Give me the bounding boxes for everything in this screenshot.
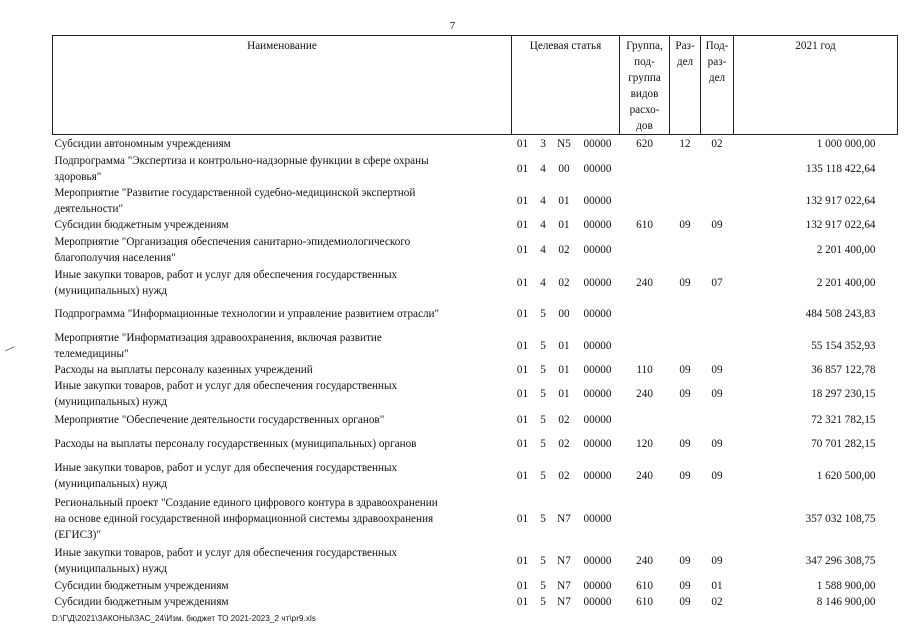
- expense-group: [620, 494, 670, 544]
- section-code: [670, 233, 701, 266]
- code-part-2: 5: [540, 513, 546, 525]
- subsection-code: 09: [711, 364, 723, 376]
- table-row: [53, 378, 898, 410]
- code-part-3: 00: [558, 162, 570, 175]
- code-part-3: N7: [557, 580, 571, 592]
- expense-group: 240: [636, 555, 653, 567]
- row-name-line: на основе единой государственной информационной системы здравоохранения: [54, 513, 434, 525]
- row-name: [53, 494, 512, 544]
- code-part-3: 01: [558, 339, 570, 352]
- row-name-line: Субсидии бюджетным учреждениям: [54, 580, 229, 592]
- code-part-2: 5: [540, 580, 546, 592]
- code-part-4: 00000: [583, 364, 612, 376]
- table-row: [53, 135, 898, 153]
- code-part-2: 5: [540, 438, 546, 450]
- row-name-line: (муниципальных) нужд: [54, 478, 168, 490]
- amount-2021: 1 620 500,00: [816, 470, 876, 482]
- row-name: [53, 594, 512, 610]
- row-name-line: Субсидии бюджетным учреждениям: [54, 219, 229, 231]
- row-name-line: (муниципальных) нужд: [54, 563, 168, 575]
- section-code: 09: [679, 580, 691, 592]
- code-part-2: 3: [540, 138, 546, 150]
- header-group-line: видов: [630, 88, 659, 100]
- section-code: 09: [679, 596, 691, 608]
- amount-2021: 1 588 900,00: [816, 580, 876, 592]
- section-code: 09: [679, 364, 691, 376]
- section-code: [670, 494, 701, 544]
- code-part-1: 01: [516, 438, 529, 450]
- amount-2021: 347 296 308,75: [805, 555, 876, 567]
- row-name: [53, 299, 512, 329]
- amount-2021: 36 857 122,78: [811, 364, 876, 376]
- expense-group: 610: [636, 596, 653, 608]
- code-part-1: 01: [516, 470, 529, 482]
- subsection-code: [701, 152, 734, 185]
- section-code: 09: [679, 438, 691, 450]
- section-code: 09: [679, 276, 691, 289]
- code-part-2: 4: [540, 162, 546, 175]
- row-name-line: деятельности": [54, 203, 124, 215]
- row-name: [53, 233, 512, 266]
- code-part-2: 5: [540, 596, 546, 608]
- budget-table: [52, 35, 898, 610]
- code-part-4: 00000: [583, 243, 612, 256]
- header-group-line: дов: [636, 120, 653, 132]
- row-name-line: Субсидии автономным учреждениям: [54, 138, 231, 150]
- table-row: [53, 299, 898, 329]
- subsection-code: [701, 185, 734, 217]
- row-name-line: (ЕГИСЗ)": [54, 529, 101, 541]
- code-part-3: 01: [558, 364, 570, 376]
- section-code: [670, 410, 701, 430]
- file-path-footer: D:\Г\Д\2021\ЗАКОНЫ\ЗАС_24\Изм. бюджет ТО 2021-2023_2 чт\pr9.xls: [52, 614, 316, 623]
- code-part-2: 5: [540, 555, 546, 567]
- section-code: 12: [679, 138, 691, 150]
- row-name-line: здоровья": [54, 170, 102, 183]
- amount-2021: 135 118 422,64: [806, 162, 876, 175]
- amount-2021: 70 701 282,15: [811, 438, 876, 450]
- expense-group: [620, 299, 670, 329]
- row-name-line: Расходы на выплаты персоналу государственных (муниципальных) органов: [54, 438, 417, 450]
- header-group-line: расхо-: [629, 104, 660, 116]
- code-part-1: 01: [516, 219, 529, 231]
- code-part-4: 00000: [583, 162, 612, 175]
- row-name-line: телемедицины": [54, 347, 129, 360]
- expense-group: 620: [636, 138, 653, 150]
- amount-2021: 1 000 000,00: [816, 138, 876, 150]
- amount-2021: 18 297 230,15: [811, 388, 876, 400]
- row-name-line: Мероприятие "Обеспечение деятельности государственных органов": [54, 414, 385, 426]
- code-part-3: 01: [558, 195, 570, 207]
- amount-2021: 132 917 022,64: [805, 195, 876, 207]
- row-name: [53, 410, 512, 430]
- code-part-4: 00000: [583, 470, 612, 482]
- code-part-1: 01: [516, 513, 529, 525]
- row-name: [53, 217, 512, 233]
- header-group: [620, 36, 670, 135]
- expense-group: 610: [636, 219, 653, 231]
- subsection-code: 02: [711, 138, 723, 150]
- section-code: 09: [679, 555, 691, 567]
- expense-group: 110: [636, 364, 653, 376]
- header-subsection-line: дел: [708, 72, 726, 84]
- table-row: [53, 494, 898, 544]
- expense-group: [620, 410, 670, 430]
- code-part-1: 01: [516, 162, 529, 175]
- code-part-1: 01: [516, 414, 529, 426]
- code-part-2: 4: [540, 276, 546, 289]
- subsection-code: [701, 299, 734, 329]
- code-part-1: 01: [516, 596, 529, 608]
- expense-group: [620, 233, 670, 266]
- code-part-3: 02: [558, 414, 570, 426]
- subsection-code: 09: [711, 219, 723, 231]
- code-part-1: 01: [516, 580, 529, 592]
- row-name-line: Подпрограмма "Экспертиза и контрольно-надзорные функции в сфере охраны: [54, 154, 429, 167]
- header-section: [670, 36, 701, 135]
- amount-2021: 357 032 108,75: [805, 513, 876, 525]
- table-row: [53, 362, 898, 378]
- row-name: [53, 266, 512, 299]
- code-part-1: 01: [516, 364, 529, 376]
- header-group-line: Группа,: [626, 40, 663, 52]
- amount-2021: 132 917 022,64: [805, 219, 876, 231]
- subsection-code: [701, 329, 734, 362]
- code-part-3: 01: [558, 219, 570, 231]
- expense-group: [620, 152, 670, 185]
- row-name-line: Мероприятие "Информатизация здравоохранения, включая развитие: [54, 331, 382, 344]
- table-row: [53, 458, 898, 494]
- code-part-2: 5: [540, 470, 546, 482]
- amount-2021: 72 321 782,15: [811, 414, 876, 426]
- expense-group: 240: [636, 470, 653, 482]
- row-name-line: Мероприятие "Развитие государственной судебно-медицинской экспертной: [54, 187, 416, 199]
- code-part-3: N7: [557, 555, 571, 567]
- table-header-row: [53, 36, 898, 135]
- table-row: [53, 217, 898, 233]
- row-name-line: Иные закупки товаров, работ и услуг для обеспечения государственных: [54, 547, 398, 559]
- row-name: [53, 578, 512, 594]
- amount-2021: 2 201 400,00: [816, 276, 876, 289]
- header-year: 2021 год: [734, 36, 898, 135]
- table-row: [53, 266, 898, 299]
- subsection-code: 07: [711, 276, 723, 289]
- header-section-line: дел: [676, 56, 694, 68]
- amount-2021: 55 154 352,93: [811, 339, 876, 352]
- table-row: [53, 329, 898, 362]
- header-section-line: Раз-: [675, 40, 695, 52]
- code-part-4: 00000: [583, 276, 612, 289]
- subsection-code: 09: [711, 470, 723, 482]
- margin-mark: [5, 346, 17, 357]
- code-part-4: 00000: [583, 308, 612, 320]
- table-body: [53, 135, 898, 611]
- code-part-1: 01: [516, 388, 529, 400]
- header-target-article: Целевая статья: [512, 36, 620, 135]
- row-name-line: благополучия населения": [54, 251, 176, 264]
- code-part-1: 01: [516, 195, 529, 207]
- code-part-2: 5: [540, 388, 546, 400]
- header-group-line: группа: [628, 72, 661, 84]
- subsection-code: 02: [711, 596, 723, 608]
- table-row: [53, 410, 898, 430]
- row-name-line: Расходы на выплаты персоналу казенных учреждений: [54, 364, 313, 376]
- subsection-code: 01: [711, 580, 723, 592]
- code-part-4: 00000: [583, 580, 612, 592]
- table-row: [53, 594, 898, 610]
- code-part-2: 4: [540, 195, 546, 207]
- row-name-line: Иные закупки товаров, работ и услуг для обеспечения государственных: [54, 268, 398, 281]
- section-code: 09: [679, 470, 691, 482]
- header-subsection: [701, 36, 734, 135]
- code-part-4: 00000: [583, 513, 612, 525]
- row-name: [53, 544, 512, 578]
- row-name: [53, 185, 512, 217]
- row-name-line: Подпрограмма "Информационные технологии и управление развитием отрасли": [54, 308, 440, 320]
- row-name: [53, 458, 512, 494]
- header-subsection-line: Под-: [705, 40, 729, 52]
- subsection-code: [701, 410, 734, 430]
- section-code: [670, 152, 701, 185]
- code-part-2: 5: [540, 414, 546, 426]
- code-part-3: 02: [558, 276, 570, 289]
- code-part-4: 00000: [583, 596, 612, 608]
- code-part-3: 02: [558, 438, 570, 450]
- table-row: [53, 185, 898, 217]
- section-code: [670, 299, 701, 329]
- row-name-line: Иные закупки товаров, работ и услуг для обеспечения государственных: [54, 380, 398, 392]
- row-name: [53, 430, 512, 458]
- amount-2021: 8 146 900,00: [816, 596, 876, 608]
- code-part-2: 5: [540, 308, 546, 320]
- subsection-code: [701, 233, 734, 266]
- section-code: 09: [679, 388, 691, 400]
- row-name-line: Субсидии бюджетным учреждениям: [54, 596, 229, 608]
- code-part-1: 01: [516, 339, 529, 352]
- code-part-4: 00000: [583, 339, 612, 352]
- row-name: [53, 362, 512, 378]
- header-name: Наименование: [53, 36, 512, 135]
- code-part-3: N7: [557, 513, 571, 525]
- section-code: 09: [679, 219, 691, 231]
- header-subsection-line: раз-: [707, 56, 727, 68]
- code-part-2: 4: [540, 243, 546, 256]
- code-part-1: 01: [516, 555, 529, 567]
- subsection-code: 09: [711, 388, 723, 400]
- row-name-line: Мероприятие "Организация обеспечения санитарно-эпидемиологического: [54, 235, 411, 248]
- code-part-3: 00: [558, 308, 570, 320]
- table-row: [53, 430, 898, 458]
- row-name-line: Региональный проект "Создание единого цифрового контура в здравоохранении: [54, 497, 438, 509]
- row-name: [53, 378, 512, 410]
- expense-group: [620, 329, 670, 362]
- section-code: [670, 329, 701, 362]
- row-name-line: (муниципальных) нужд: [54, 284, 168, 297]
- amount-2021: 484 508 243,83: [805, 308, 876, 320]
- code-part-4: 00000: [583, 555, 612, 567]
- code-part-3: N7: [557, 596, 571, 608]
- row-name-line: (муниципальных) нужд: [54, 396, 168, 408]
- code-part-3: 02: [558, 243, 570, 256]
- row-name: [53, 152, 512, 185]
- code-part-4: 00000: [583, 438, 612, 450]
- code-part-3: 02: [558, 470, 570, 482]
- code-part-4: 00000: [583, 195, 612, 207]
- code-part-1: 01: [516, 243, 529, 256]
- code-part-4: 00000: [583, 138, 612, 150]
- amount-2021: 2 201 400,00: [816, 243, 876, 256]
- row-name: [53, 135, 512, 153]
- code-part-4: 00000: [583, 219, 612, 231]
- code-part-2: 5: [540, 364, 546, 376]
- page-number: 7: [449, 20, 456, 32]
- code-part-3: 01: [558, 388, 570, 400]
- subsection-code: 09: [711, 438, 723, 450]
- table-row: [53, 578, 898, 594]
- table-row: [53, 152, 898, 185]
- code-part-2: 5: [540, 339, 546, 352]
- code-part-1: 01: [516, 308, 529, 320]
- row-name-line: Иные закупки товаров, работ и услуг для обеспечения государственных: [54, 462, 398, 474]
- subsection-code: 09: [711, 555, 723, 567]
- code-part-4: 00000: [583, 414, 612, 426]
- row-name: [53, 329, 512, 362]
- expense-group: 120: [636, 438, 653, 450]
- section-code: [670, 185, 701, 217]
- expense-group: 240: [636, 276, 653, 289]
- expense-group: [620, 185, 670, 217]
- code-part-1: 01: [516, 138, 529, 150]
- subsection-code: [701, 494, 734, 544]
- code-part-2: 4: [540, 219, 546, 231]
- expense-group: 610: [636, 580, 653, 592]
- table-row: [53, 233, 898, 266]
- header-group-line: под-: [634, 56, 655, 68]
- code-part-3: N5: [557, 138, 571, 150]
- table-row: [53, 544, 898, 578]
- expense-group: 240: [636, 388, 653, 400]
- code-part-4: 00000: [583, 388, 612, 400]
- code-part-1: 01: [516, 276, 529, 289]
